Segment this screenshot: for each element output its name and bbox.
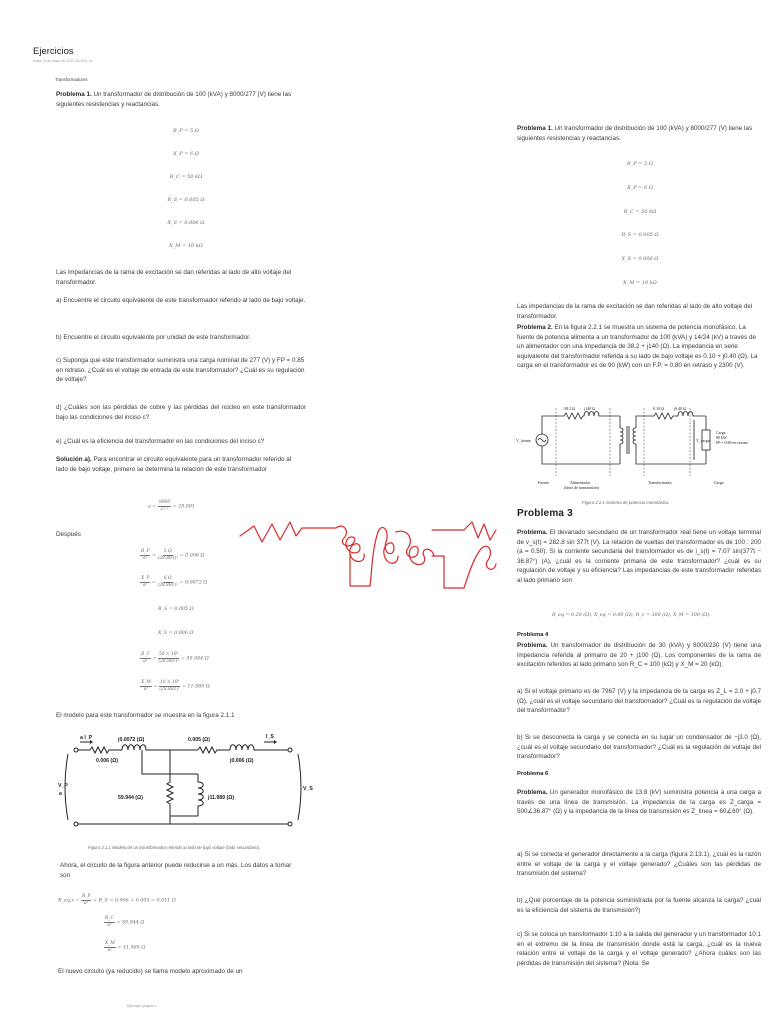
label-vs: V_S xyxy=(303,786,313,792)
figure-2-1-1-circuit xyxy=(58,728,313,838)
problem6-question-a: a) Si se conecta el generador directamente a la carga (figura 2.13.1), ¿cuál es la razón entre el voltaje de la carga y el voltaje generado? ¿Cuáles son las pérdidas de transmisión del sistema? xyxy=(517,851,761,878)
model-text: El modelo para este transformador se muestra en la figura 2.1.1 xyxy=(56,712,235,719)
label-rc: 59.944 (Ω) xyxy=(118,795,143,801)
eq-xm-final: $\frac{X\_M}{\text{a²}}$ = 11.989 Ω xyxy=(105,941,146,953)
problem3-heading: Problema 3 xyxy=(517,508,573,519)
left-param-rc: R_C = 50 kΩ xyxy=(169,174,203,180)
fig2-z1b: j140 Ω xyxy=(584,406,596,411)
problem4-question-a: a) Si el voltaje primario es de 7967 (V) y la impedancia de la carga es Z_L = 2.0 + j0.7 (Ω), ¿cuál es el voltaje secundario del transformador? ¿Cuál es la regulación de voltaje del transformador? xyxy=(517,688,761,715)
left-question-e: e) ¿Cuál es la eficiencia del transformador en las condiciones del inciso c? xyxy=(56,438,265,445)
eq-rc-final: $\frac{R\_C}{\text{a²}}$ = 59.944 Ω xyxy=(105,916,145,928)
eq-req: R_eq,s = $\frac{R\_P}{\text{a²}}$ + R_S = 0.006 + 0.005 = 0.011 Ω xyxy=(58,894,176,906)
left-param-rs: R_S = 0.005 Ω xyxy=(167,197,205,203)
left-question-b: b) Encuentre el circuito equivalente por unidad de este transformador. xyxy=(56,334,251,341)
fig2-load2: 90 kW xyxy=(716,435,727,440)
left-param-xs: X_S = 0.006 Ω xyxy=(167,220,205,226)
eq-rp-ref: $\frac{R\_P}{\text{a²}}$ = $\frac{5 \Omega}{\text{(28.881)²}}$ = 0.006 Ω xyxy=(141,549,205,561)
fig2-z2b: j0.40 Ω xyxy=(674,406,687,411)
right-excitation-note: Las impedancias de la rama de excitación se dan referidas al lado de alto voltaje del transformador. xyxy=(517,303,753,320)
problem6-statement: Problema. Un generador monofásico de 13.8 (kV) suministra potencia a una carga a través de una línea de transmisión. La impedancia de la carga es Z_carga = 500∠36.87° (Ω) y la impedancia de la línea de transmisión es Z_línea = 60∠60° (Ω). xyxy=(517,789,761,816)
label-vp-den: a xyxy=(59,791,62,797)
page-title: Ejercicios xyxy=(33,46,74,57)
label-vp: V_P xyxy=(58,783,68,789)
label-r1: 0.006 (Ω) xyxy=(96,758,119,764)
right-param-rp: R_P = 5 Ω xyxy=(627,161,653,167)
left-question-c: c) Suponga que este transformador suministra una carga nominal de 277 (V) y FP = 0.85 en retraso. ¿Cuál es el voltaje de entrada de este transformador? ¿Cuál es su regulación de voltaje? xyxy=(56,357,305,384)
page-footer: Ejercicios página 1 xyxy=(127,1004,157,1008)
fig2-lab-carga: Carga xyxy=(714,480,724,485)
red-ink-annotation xyxy=(232,510,502,610)
solution-intro: Solución a). Para encontrar el circuito equivalente para un transformador referido al lado de bajo voltaje, primero se determina la relación de este transformador xyxy=(56,456,292,473)
label-is: I_S xyxy=(266,734,274,740)
label-xm: j11.989 (Ω) xyxy=(208,795,235,801)
eq-xm-ref: $\frac{X\_M}{\text{a²}}$ = $\frac{\text{10 × 10³}}{\text{(28.881)²}}$ = 11.989 Ω xyxy=(141,680,210,692)
problem2-statement: Problema 2. En la figura 2.2.1 se muestra un sistema de potencia monofásico. La fuente de potencia alimenta a un transformador de 100 (kVA) y 14/24 (kV) a través de un alimentador con una impedancia de 38.2 + j140 (Ω). La impedancia en serie equivalente del transformador referida a su lado de bajo voltaje es 0.10 + j0.40 (Ω). La carga en el transformador es de 90 (kW) con un F.P. = 0.80 en retraso y 2300 (V). xyxy=(517,324,758,370)
left-param-rp: R_P = 5 Ω xyxy=(173,128,199,134)
left-question-a: a) Encuentre el circuito equivalente de este transformador referido al lado de bajo voltaje. xyxy=(56,297,306,304)
right-param-xm: X_M = 10 kΩ xyxy=(623,280,657,286)
right-param-rs: R_S = 0.005 Ω xyxy=(621,232,659,238)
fig2-load3: FP = 0.80 en retraso xyxy=(716,440,749,445)
eq-xp-ref: $\frac{X\_P}{\text{a²}}$ = $\frac{6 \Omega}{\text{(28.881)²}}$ = 0.0072 Ω xyxy=(141,576,208,588)
figure-2-2-1-circuit xyxy=(514,404,768,496)
eq-rs: R_S = 0.005 Ω xyxy=(158,607,194,612)
fig2-load1: Carga xyxy=(716,430,726,435)
right-param-xp: X_P = 6 Ω xyxy=(627,185,653,191)
eq-rc-ref: $\frac{R\_C}{\text{a²}}$ = $\frac{\text{50 × 10³}}{\text{(28.881)²}}$ = 59.944 Ω xyxy=(141,652,209,664)
fig2-lab-alim: Alimentador xyxy=(570,480,591,485)
problem4-statement: Problema. Un transformador de distribución de 30 (kVA) y 8000/230 (V) tiene una impedancia referida al primario de 20 + j100 (Ω). Los componentes de la rama de excitación referidos al lado primario son R_C = 100 (kΩ) y X_M = 20 (kΩ). xyxy=(517,642,762,669)
left-excitation-note: Las impedancias de la rama de excitación se dan referidas al lado de alto voltaje del transformador. xyxy=(56,269,292,286)
fig2-lab-alim2: (línea de transmisión) xyxy=(564,485,599,490)
right-param-xs: X_S = 0.006 Ω xyxy=(621,256,659,262)
ratio-equation: a = $\frac{8000}{277}$ = 28.881 xyxy=(148,500,195,512)
section-title: Transformadores xyxy=(55,77,88,82)
label-r2: 0.005 (Ω) xyxy=(188,737,211,743)
figure-2-2-1-caption: Figura 2.2.1 Sistema de potencia monofásico. xyxy=(582,500,670,505)
left-problem1-statement: Problema 1. Un transformador de distribución de 100 (kVA) y 8000/277 (V) tiene las siguientes resistencias y reactancias. xyxy=(56,91,292,108)
left-param-xm: X_M = 10 kΩ xyxy=(169,243,203,249)
label-x2: j0.006 (Ω) xyxy=(230,758,254,764)
label-x1: j0.0072 (Ω) xyxy=(118,737,145,743)
left-question-d: d) ¿Cuáles son las pérdidas de cobre y las pérdidas del núcleo en este transformador bajo las condiciones del inciso c? xyxy=(56,404,306,421)
problem6-question-c: c) Si se coloca un transformador 1:10 a la salida del generador y un transformador 10:1 en el extremo de la línea de transmisión donde está la carga, ¿cuál es la nueva relación entre el voltaje de la carga y el voltaje generado? ¿Ahora cuáles son las pérdidas de transmisión del sistema? (Nota: Se xyxy=(517,931,761,967)
eq-xs: X_S = 0.006 Ω xyxy=(158,631,194,636)
fig2-z2a: 0.10 Ω xyxy=(653,406,664,411)
problem3-statement: Problema. El devanado secundario de un transformador real tiene un voltaje terminal de v_s(t) = 282.8 sin 377t (V). La relación de vueltas del transformador es de 100 : 200 (a = 0.50). Si la corriente secundaria del transformador es de i_s(t) = 7.07 sin(377t − 36.87°) (A), ¿cuál es la corriente primaria de este transformador? ¿cuál es su regulación de voltaje y su eficiencia? Las impedancias de este transformador referidas al lado primario son xyxy=(517,529,761,584)
problem6-heading: Problema 6 xyxy=(517,771,549,777)
fig2-vload: V_carga xyxy=(696,438,710,443)
left-param-xp: X_P = 6 Ω xyxy=(173,151,199,157)
problem6-question-b: b) ¿Qué porcentaje de la potencia suministrada por la fuente alcanza la carga? ¿cuál es la eficiencia del sistema de transmisión?) xyxy=(517,897,761,914)
fig2-vsource: V_fuente xyxy=(516,438,531,443)
right-param-rc: R_C = 50 kΩ xyxy=(623,209,657,215)
fig2-lab-trans: Transformador xyxy=(648,480,672,485)
figure-2-1-1-caption: Figura 2.1.1 Modelo de un transformador referido al lado de bajo voltaje (lado secundario). xyxy=(88,845,261,850)
despues-label: Después xyxy=(56,531,81,538)
problem3-equation: R_eq = 0.20 (Ω), X_eq = 0.80 (Ω), R_c = 300 (Ω), X_M = 100 (Ω). xyxy=(552,613,711,618)
right-problem1-statement: Problema 1. Un transformador de distribución de 100 (kVA) y 8000/277 (V) tiene las siguientes resistencias y reactancias. xyxy=(517,125,753,142)
final-text: El nuevo circuito (ya reducido) se llama modelo aproximado de un xyxy=(58,968,243,975)
problem4-question-b: b) Si se desconecta la carga y se conecta en su lugar un condensador de −j3.0 (Ω), ¿cuál es el voltaje secundario del transformador? ¿Cuál es la regulación de voltaje del transformador? xyxy=(517,734,761,761)
fig2-z1a: 38.2 Ω xyxy=(564,406,575,411)
page-date: lunes, 8 de mayo de 2023 10:15 p. m. xyxy=(33,59,94,63)
label-a-ip: a I_P xyxy=(80,735,93,741)
problem4-heading: Problema 4 xyxy=(517,632,549,638)
fig2-lab-fuente: Fuente xyxy=(538,480,549,485)
reduce-text: Ahora, el circuito de la figura anterior puede reducirse a un más. Los datos a tomar son xyxy=(60,862,292,879)
